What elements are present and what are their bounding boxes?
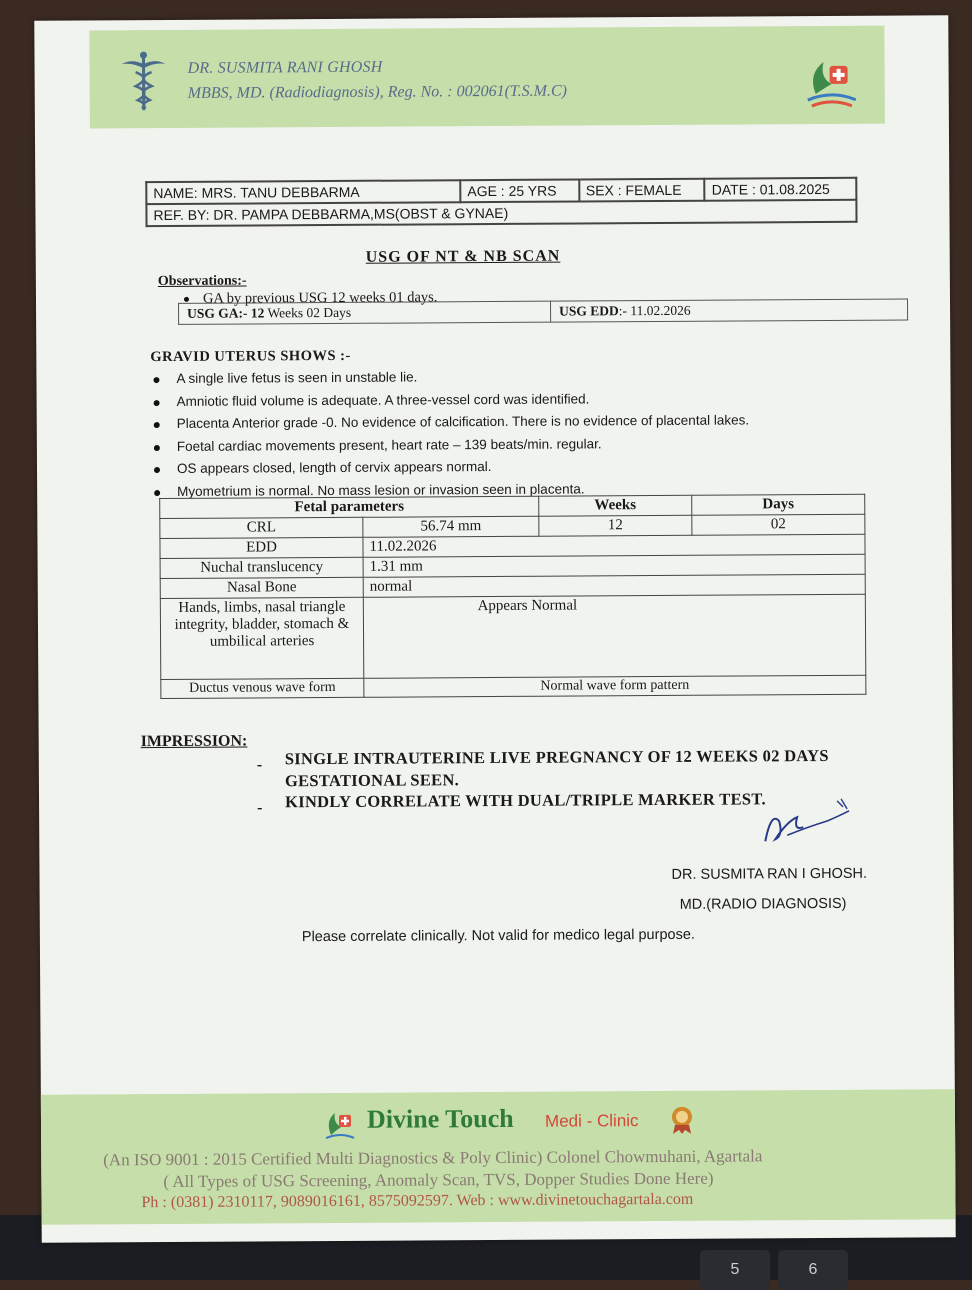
clinic-brand-subtitle: Medi - Clinic [545,1111,639,1132]
finding-item: OS appears closed, length of cervix appears normal. [151,457,749,483]
finding-item: Placenta Anterior grade -0. No evidence of calcification. There is no evidence of placental lakes. [151,412,749,438]
usg-ga-cell [179,301,551,324]
report-title: USG OF NT & NB SCAN [366,248,561,267]
table-header: Weeks [539,495,692,516]
observations-label: Observations:- [158,274,247,291]
impression-dash: - [257,756,262,774]
edd-label: EDD [160,537,363,558]
clinic-logo-icon [801,54,861,110]
doctor-signature [757,791,857,852]
ga-previous-text: GA by previous USG 12 weeks 01 days. [203,289,437,306]
keyboard-key-5: 5 [700,1250,770,1290]
clinic-logo-icon [323,1109,357,1141]
signatory-name: DR. SUSMITA RAN I GHOSH. [671,866,867,883]
nb-label: Nasal Bone [160,577,363,598]
patient-name: NAME: MRS. TANU DEBBARMA [146,180,460,204]
nb-value: normal [363,574,865,597]
edd-value: 11.02.2026 [363,534,865,557]
usg-edd-label: USG EDD [559,303,619,318]
footer-services: ( All Types of USG Screening, Anomaly Scan, TVS, Dopper Studies Done Here) [163,1169,713,1192]
finding-item: Amniotic fluid volume is adequate. A three-vessel cord was identified. [151,390,749,416]
signatory-qualification: MD.(RADIO DIAGNOSIS) [680,896,847,913]
anatomy-value: Appears Normal [363,594,865,678]
anatomy-label: Hands, limbs, nasal triangle integrity, bladder, stomach & umbilical arteries [160,597,363,679]
patient-age: AGE : 25 YRS [460,179,579,202]
impression-line-2: GESTATIONAL SEEN. [285,770,459,791]
ductus-value: Normal wave form pattern [364,675,866,697]
usg-ga-value: Weeks 02 Days [267,305,351,321]
letterhead-header [89,26,885,129]
disclaimer: Please correlate clinically. Not valid for medico legal purpose. [302,927,695,945]
usg-ga-table [178,298,908,324]
crl-label: CRL [160,517,363,538]
impression-line-3: KINDLY CORRELATE WITH DUAL/TRIPLE MARKER TEST. [285,789,766,812]
patient-details-table [145,177,857,227]
nt-value: 1.31 mm [363,554,865,577]
iso-badge-icon [669,1105,695,1135]
fetal-parameters-table [159,494,866,699]
ductus-label: Ductus venous wave form [161,678,364,698]
usg-edd-value: :- 11.02.2026 [619,303,691,318]
caduceus-icon [119,50,167,112]
crl-weeks: 12 [539,515,692,536]
impression-label: IMPRESSION: [141,733,248,752]
nt-label: Nuchal translucency [160,557,363,578]
bullet-icon [184,297,189,302]
footer-contact: Ph : (0381) 2310117, 9089016161, 8575092597. Web : www.divinetouchagartala.com [141,1191,693,1212]
letterhead-footer [41,1089,956,1225]
crl-value: 56.74 mm [363,516,539,537]
doctor-name-header: DR. SUSMITA RANI GHOSH [188,59,383,78]
finding-item: Foetal cardiac movements present, heart rate – 139 beats/min. regular. [151,435,749,461]
referred-by: REF. BY: DR. PAMPA DEBBARMA,MS(OBST & GYNAE) [146,200,856,226]
doctor-qualification-header: MBBS, MD. (Radiodiagnosis), Reg. No. : 002061(T.S.M.C) [188,83,567,103]
footer-address: (An ISO 9001 : 2015 Certified Multi Diagnostics & Poly Clinic) Colonel Chowmuhani, Agartala [103,1146,762,1170]
clinic-brand-name: Divine Touch [367,1104,514,1135]
impression-dash: - [257,799,262,817]
report-paper [34,15,955,1243]
finding-item: Myometrium is normal. No mass lesion or invasion seen in placenta. [151,480,749,506]
usg-ga-label: USG GA:- 12 [187,305,264,320]
patient-sex: SEX : FEMALE [579,179,705,202]
table-header: Fetal parameters [160,496,539,518]
report-date: DATE : 01.08.2025 [705,178,857,201]
usg-edd-cell [550,299,907,322]
keyboard-key-6: 6 [778,1250,848,1290]
findings-list [150,367,749,506]
table-header: Days [692,494,865,515]
finding-item: A single live fetus is seen in unstable lie. [150,367,748,393]
crl-days: 02 [692,514,865,535]
impression-line-1: SINGLE INTRAUTERINE LIVE PREGNANCY OF 12 WEEKS 02 DAYS [285,746,829,769]
gravid-uterus-heading: GRAVID UTERUS SHOWS :- [150,348,351,366]
